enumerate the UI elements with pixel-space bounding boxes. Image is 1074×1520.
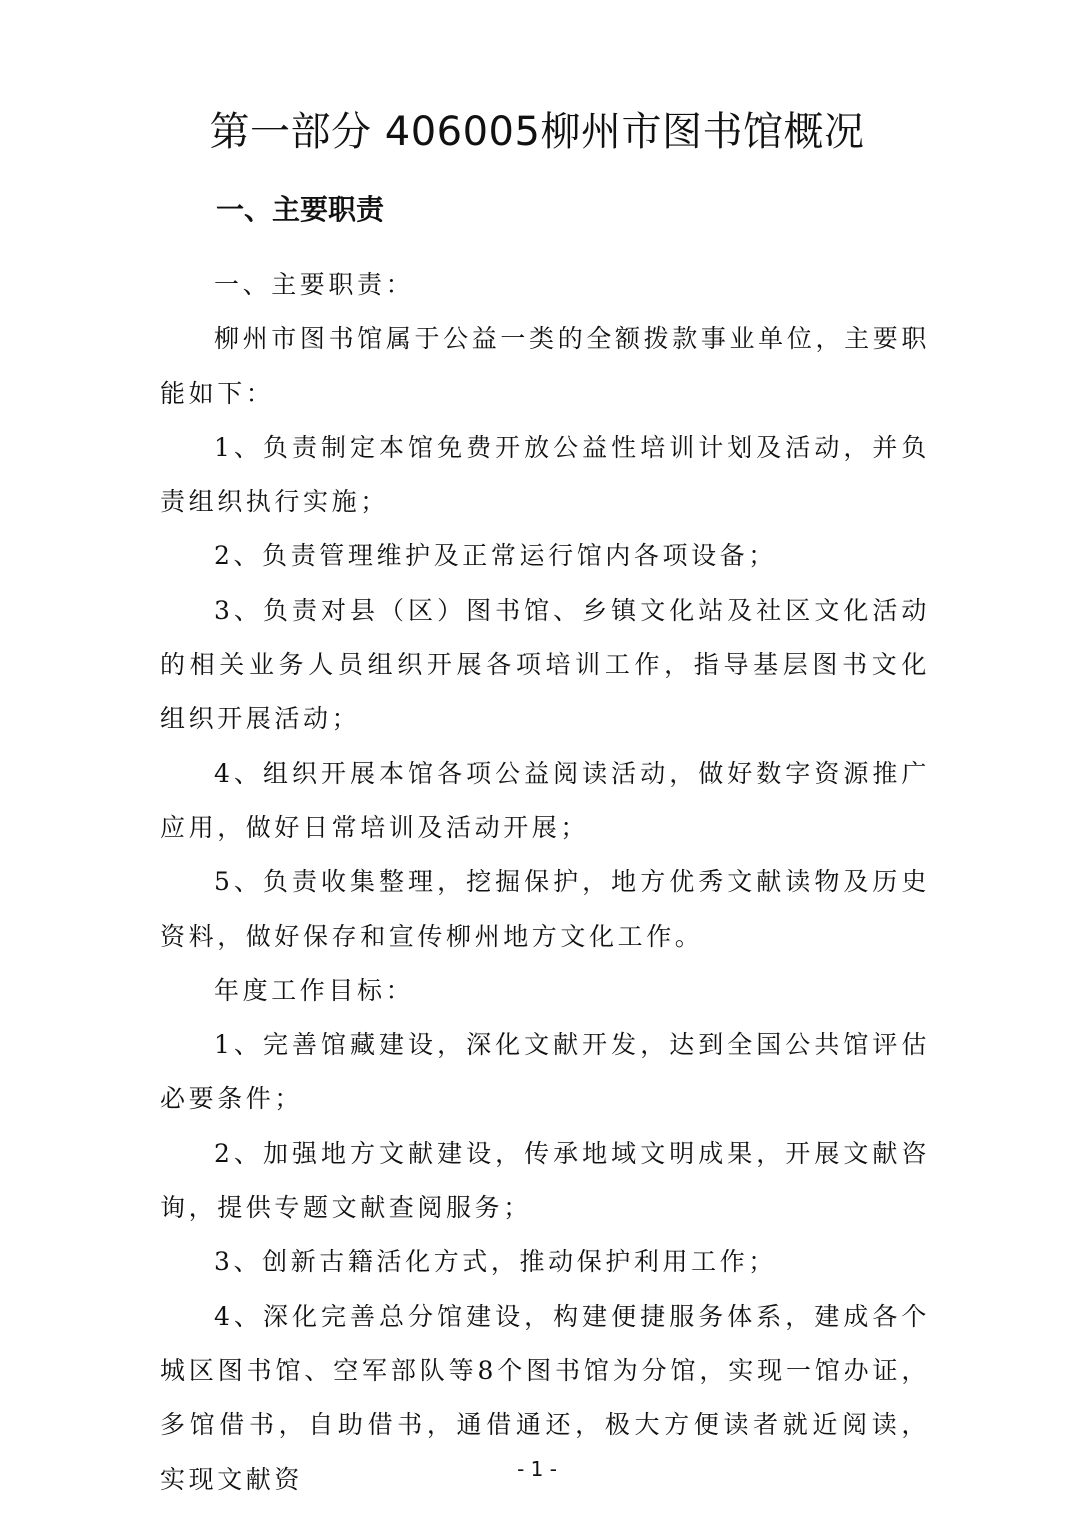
- paragraph: 年度工作目标：: [214, 975, 415, 1005]
- paragraph: 2、加强地方文献建设，传承地域文明成果，开展文献咨询，提供专题文献查阅服务；: [160, 1138, 930, 1223]
- paragraph: 3、创新古籍活化方式，推动保护利用工作；: [214, 1247, 777, 1277]
- paragraph: 3、负责对县（区）图书馆、乡镇文化站及社区文化活动的相关业务人员组织开展各项培训工作，指导基层图书文化组织开展活动；: [160, 595, 930, 734]
- section-heading: 一、主要职责: [216, 193, 385, 226]
- paragraph: 2、负责管理维护及正常运行馆内各项设备；: [214, 541, 777, 571]
- paragraph: 4、组织开展本馆各项公益阅读活动，做好数字资源推广应用，做好日常培训及活动开展；: [160, 758, 930, 842]
- paragraph: 1、完善馆藏建设，深化文献开发，达到全国公共馆评估必要条件；: [160, 1030, 930, 1114]
- paragraph: 1、负责制定本馆免费开放公益性培训计划及活动，并负责组织执行实施；: [160, 432, 930, 517]
- paragraph: 5、负责收集整理，挖掘保护，地方优秀文献读物及历史资料，做好保存和宣传柳州地方文化工作。: [160, 867, 930, 951]
- paragraph: 柳州市图书馆属于公益一类的全额拨款事业单位，主要职能如下：: [160, 324, 930, 408]
- paragraph: 一、主要职责：: [214, 270, 415, 299]
- paragraph: 4、深化完善总分馆建设，构建便捷服务体系，建成各个城区图书馆、空军部队等8个图书馆为分馆，实现一馆办证，多馆借书，自助借书，通借通还，极大方便读者就近阅读，实现文献资: [160, 1301, 930, 1494]
- document-body: [160, 258, 930, 1507]
- document-title: 第一部分 406005柳州市图书馆概况: [209, 109, 865, 155]
- page-number: - 1 -: [517, 1457, 557, 1481]
